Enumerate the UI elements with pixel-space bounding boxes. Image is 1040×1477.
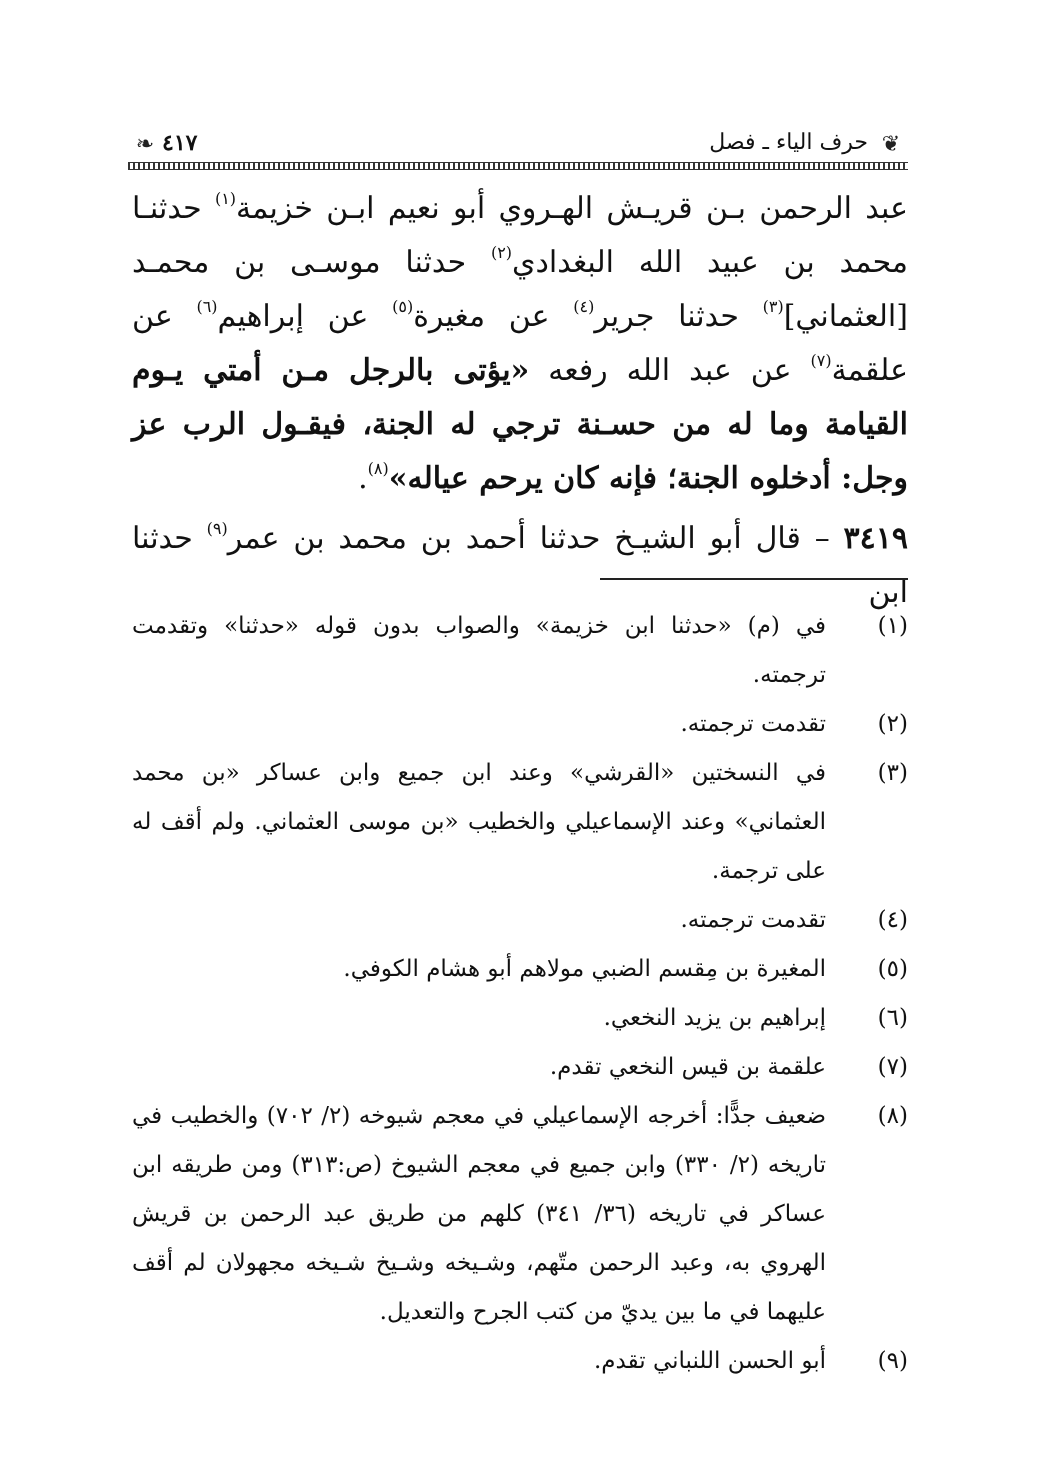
hadith-text: «يؤتى بالرجل مـن أمتي يـوم القيامة وما له من حسـنة ترجي له الجنة، فيقـول الرب عز وجل: أدخلوه الجنة؛ فإنه كان يرحم عياله» — [132, 353, 908, 496]
footnote-text: علقمة بن قيس النخعي تقدم. — [549, 1054, 826, 1080]
footnote-text: تقدمت ترجمته. — [680, 907, 826, 933]
footnote-ref[interactable]: (٦) — [196, 297, 218, 316]
footnote-text: إبراهيم بن يزيد النخعي. — [603, 1005, 826, 1031]
body-text: عن إبراهيم — [217, 299, 393, 334]
footnote — [132, 700, 908, 749]
footnote — [132, 896, 908, 945]
ornament-icon: ❧ — [135, 132, 155, 157]
footnote-text: المغيرة بن مِقسم الضبي مولاهم أبو هشام الكوفي. — [343, 956, 826, 982]
footnote — [132, 749, 908, 896]
footnote-marker: (٢) — [877, 711, 908, 737]
footnote-ref[interactable]: (٨) — [367, 459, 389, 478]
body-text: حدثنا موسـى بن محمـد [العثماني] — [132, 245, 908, 334]
footnote-marker: (٤) — [877, 907, 908, 933]
body-text: . — [358, 461, 368, 496]
footnote-ref[interactable]: (٩) — [206, 519, 228, 538]
footnote-text: أبو الحسن اللنباني تقدم. — [593, 1348, 826, 1374]
body-text: عن علقمة — [132, 299, 909, 388]
footnotes — [132, 602, 908, 1386]
footnote-text: في (م) «حدثنا ابن خزيمة» والصواب بدون قوله «حدثنا» وتقدمت ترجمته. — [132, 613, 826, 688]
body-text: عبد الرحمن بـن قريـش الهـروي أبو نعيم ابـن خزيمة — [236, 191, 908, 226]
footnote-marker: (٣) — [877, 760, 908, 786]
footnote — [132, 994, 908, 1043]
footnote-marker: (٦) — [877, 1005, 908, 1031]
footnote-text: في النسختين «القرشي» وعند ابن جميع وابن عساكر «بن محمد العثماني» وعند الإسماعيلي والخطيب «بن موسى العثماني. ولم أقف له على ترجمة. — [132, 760, 826, 884]
footnote — [132, 602, 908, 700]
ornament-icon: ❦ — [881, 132, 901, 157]
footnote-marker: (٥) — [877, 956, 908, 982]
footnote-marker: (١) — [877, 613, 908, 639]
running-title: حرف الياء ـ فصل — [709, 130, 868, 155]
footnote-ref[interactable]: (٥) — [392, 297, 414, 316]
header-rule — [128, 162, 908, 170]
footnote-ref[interactable]: (٢) — [490, 243, 513, 262]
footnote-ref[interactable]: (٣) — [762, 297, 784, 316]
footnote — [132, 1337, 908, 1386]
footnote-ref[interactable]: (٤) — [573, 297, 595, 316]
footnote-ref[interactable]: (١) — [214, 189, 237, 208]
footnote — [132, 945, 908, 994]
footnote-marker: (٧) — [877, 1054, 908, 1080]
body-text: حدثنا ابن — [132, 521, 908, 610]
footnote-separator — [600, 578, 908, 580]
main-paragraph — [132, 182, 908, 506]
body-text: حدثنـا محمد بن عبيد الله البغدادي — [132, 191, 909, 280]
footnote-marker: (٨) — [877, 1103, 908, 1129]
body-text: عن مغيرة — [413, 299, 574, 334]
page-number: ٤١٧ — [162, 130, 198, 156]
footnote — [132, 1043, 908, 1092]
footnote-text: تقدمت ترجمته. — [680, 711, 826, 737]
hadith-number: ٣٤١٩ — [843, 521, 908, 556]
footnote-ref[interactable]: (٧) — [810, 351, 832, 370]
footnote-text: ضعيف جدًّا: أخرجه الإسماعيلي في معجم شيوخه (٢/ ٧٠٢) والخطيب في تاريخه (٢/ ٣٣٠) وابن جميع في معجم الشيوخ (ص:٣١٣) ومن طريقه ابن عساكر في تاريخه (٣٦/ ٣٤١) كلهم من طريق عبد الرحمن بن قريش الهروي به، وعبد الرحمن متّهم، وشـيخه وشـيخ شـيخه مجهولان لم أقف عليهما في ما بين يديّ من كتب الجرح والتعديل. — [132, 1103, 827, 1325]
body-text: عن عبد الله رفعه — [529, 353, 811, 388]
footnote-marker: (٩) — [877, 1348, 908, 1374]
body-text: – قال أبو الشيـخ حدثنا أحمد بن محمد بن عمر — [227, 521, 844, 556]
body-text: حدثنا جرير — [594, 299, 763, 334]
page-header — [128, 128, 908, 166]
footnote — [132, 1092, 908, 1337]
